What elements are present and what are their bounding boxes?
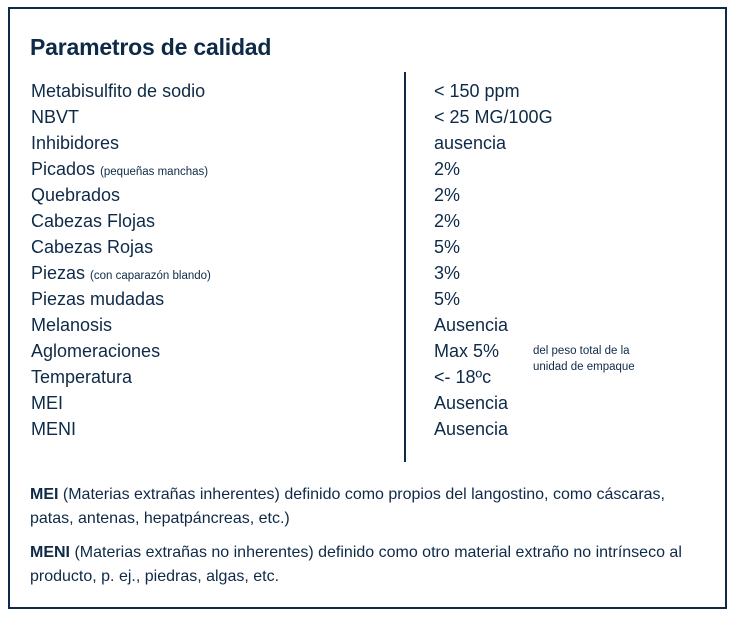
parameter-row <box>0 130 738 156</box>
parameter-value: < 25 MG/100G <box>434 107 553 127</box>
parameter-row <box>0 156 738 182</box>
parameter-label <box>31 182 120 208</box>
parameter-value: 5% <box>434 237 461 257</box>
footnote-text: (Materias extrañas no inherentes) definido como otro material extraño no intrínseco al producto, p. ej., piedras, algas, etc. <box>30 544 682 585</box>
parameter-label <box>31 416 76 442</box>
parameter-value: 2% <box>434 211 461 231</box>
parameter-name: Piezas mudadas <box>31 289 165 309</box>
parameter-name: Inhibidores <box>31 133 120 153</box>
parameter-row <box>0 182 738 208</box>
parameter-row <box>0 390 738 416</box>
footnote-mei <box>30 483 710 531</box>
parameter-label <box>31 286 164 312</box>
footnote-text: (Materias extrañas inherentes) definido como propios del langostino, como cáscaras, patas, antenas, hepatpáncreas, etc.) <box>30 486 665 527</box>
aglomeraciones-note <box>533 343 635 375</box>
parameter-value: Ausencia <box>434 393 509 413</box>
parameter-label <box>31 338 160 364</box>
parameter-name: Cabezas Rojas <box>31 237 154 257</box>
parameter-label <box>31 390 63 416</box>
parameter-name: Cabezas Flojas <box>31 211 156 231</box>
parameter-qualifier: (con caparazón blando) <box>90 270 211 282</box>
parameter-row <box>0 312 738 338</box>
parameter-name: Metabisulfito de sodio <box>31 81 206 101</box>
parameter-row <box>0 208 738 234</box>
parameter-label <box>31 208 155 234</box>
parameter-label <box>31 364 132 390</box>
parameter-value: Ausencia <box>434 419 509 439</box>
parameter-value: 3% <box>434 263 461 283</box>
parameter-name: Melanosis <box>31 315 113 335</box>
parameter-name: Picados <box>31 159 96 179</box>
parameter-label <box>31 312 112 338</box>
parameter-value: 2% <box>434 159 461 179</box>
footnote-meni <box>30 541 710 589</box>
parameter-value: 2% <box>434 185 461 205</box>
parameter-qualifier: (pequeñas manchas) <box>100 166 209 178</box>
parameter-label <box>31 78 205 104</box>
parameter-row <box>0 286 738 312</box>
parameter-value: < 150 ppm <box>434 81 520 101</box>
footnote-term: MEI <box>30 486 59 503</box>
page-title: Parametros de calidad <box>30 34 272 60</box>
side-note-line-2: unidad de empaque <box>533 361 635 373</box>
parameter-name: MENI <box>31 419 76 439</box>
parameter-label <box>31 260 211 289</box>
parameter-name: Piezas <box>31 263 86 283</box>
parameter-value: Ausencia <box>434 315 509 335</box>
footnote-term: MENI <box>30 544 70 561</box>
parameter-name: MEI <box>31 393 64 413</box>
parameter-label <box>31 156 208 185</box>
parameter-row <box>0 78 738 104</box>
parameter-value: ausencia <box>434 133 507 153</box>
parameter-label <box>31 130 119 156</box>
parameter-row <box>0 416 738 442</box>
parameter-name: Temperatura <box>31 367 133 387</box>
parameter-value: Max 5% <box>434 341 500 361</box>
parameter-value: 5% <box>434 289 461 309</box>
parameter-row <box>0 234 738 260</box>
parameter-value: <- 18ºc <box>434 367 492 387</box>
side-note-line-1: del peso total de la <box>533 345 630 357</box>
parameter-label <box>31 234 153 260</box>
parameter-name: Quebrados <box>31 185 121 205</box>
parameter-name: NBVT <box>31 107 80 127</box>
parameter-row <box>0 260 738 286</box>
parameter-row <box>0 104 738 130</box>
parameter-name: Aglomeraciones <box>31 341 161 361</box>
footnotes <box>30 483 710 599</box>
parameter-label <box>31 104 79 130</box>
